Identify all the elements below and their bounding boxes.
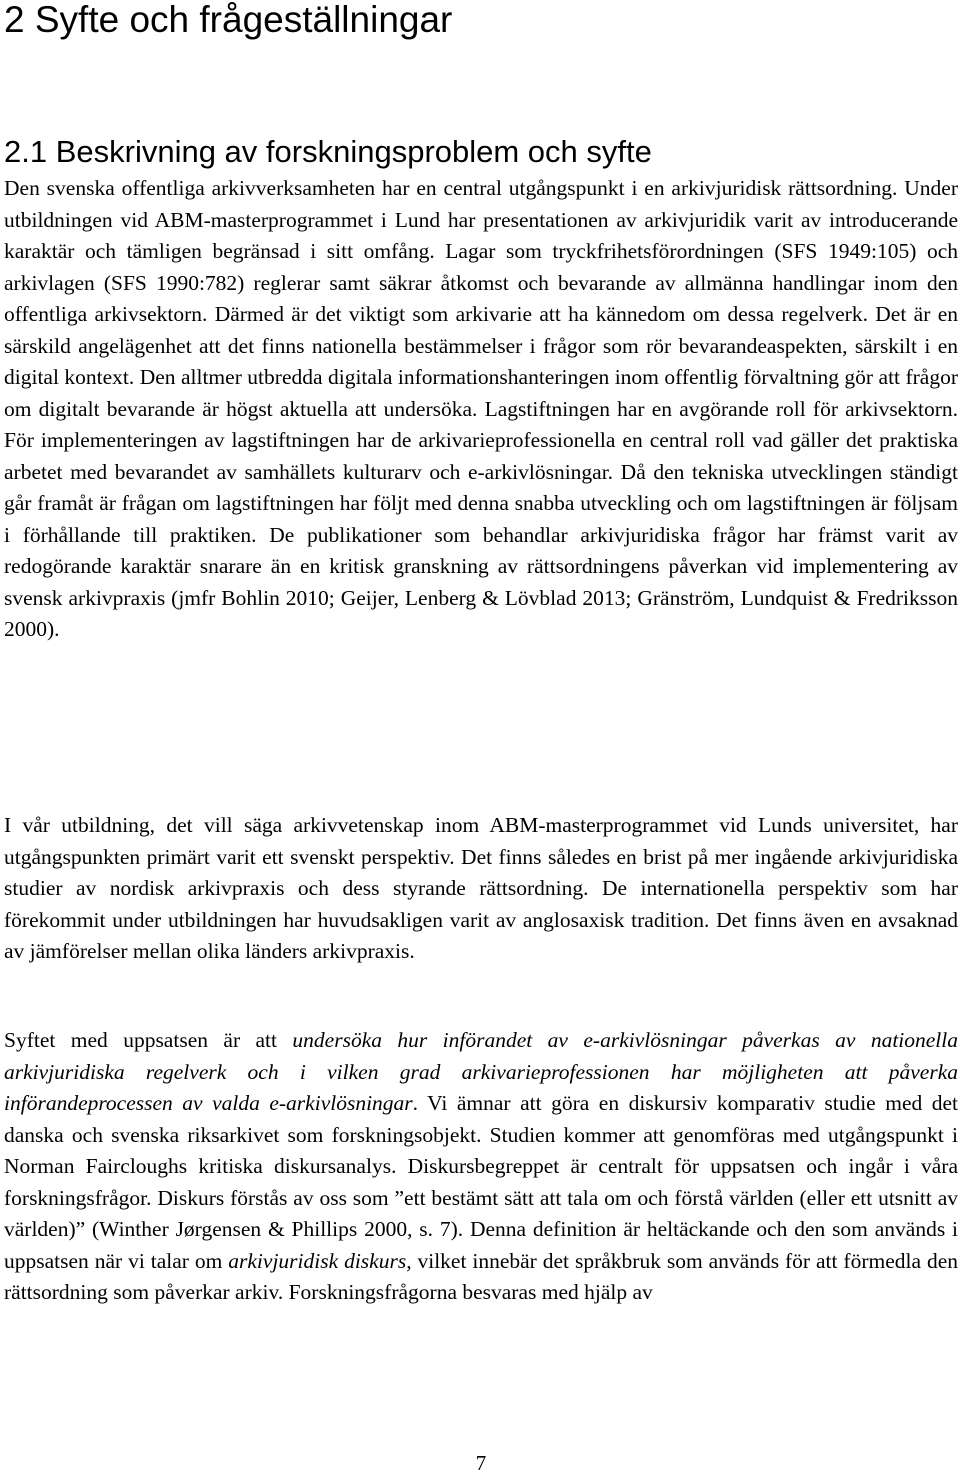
paragraph-3-text-2: . Vi ämnar att göra en diskursiv komparativ studie med det danska och svenska riksarkivet som forskningsobjekt. Studien kommer att genomföras med utgångspunkt i Norman Faircloughs kritiska diskursanalys. Diskursbegreppet är centralt för uppsatsen och ingår i våra forskningsfrågor. Diskurs förstås av oss som ”ett bestämt sätt att tala om och förstå världen (eller ett utsnitt av världen)” (Winther Jørgensen & Phillips 2000, s. 7). Denna definition är heltäckande och den som används i uppsatsen när vi talar om — [4, 1091, 959, 1273]
document-page — [4, 0, 958, 1480]
paragraph-2: I vår utbildning, det vill säga arkivvetenskap inom ABM-masterprogrammet vid Lunds universitet, har utgångspunkten primärt varit ett svenskt perspektiv. Det finns således en brist på mer ingående arkivjuridiska studier av nordisk arkivpraxis och dess styrande rättsordning. De internationella perspektiv som har förekommit under utbildningen har huvudsakligen varit av anglosaxisk tradition. Det finns även en avsaknad av jämförelser mellan olika länders arkivpraxis. — [4, 813, 958, 963]
paragraph-3 — [4, 1025, 958, 1309]
term-arkivjuridisk-diskurs: arkivjuridisk diskurs — [228, 1248, 407, 1273]
paragraph-3-text-1: Syftet med uppsatsen är att — [4, 1028, 293, 1052]
chapter-title: 2 Syfte och frågeställningar — [4, 0, 453, 40]
paragraph-3-text-3: , vilket innebär det språkbruk som används för att förmedla den rättsordning som påverkar arkiv. Forskningsfrågorna besvaras med hjälp av — [4, 1248, 958, 1304]
paragraph-1: Den svenska offentliga arkivverksamheten har en central utgångspunkt i en arkivjuridisk rättsordning. Under utbildningen vid ABM-masterprogrammet i Lund har presentationen av arkivjuridik varit av introducerande karaktär och tämligen begränsad i sitt omfång. Lagar som tryckfrihetsförordningen (SFS 1949:105) och arkivlagen (SFS 1990:782) reglerar samt säkrar åtkomst och bevarande av allmänna handlingar inom den offentliga arkivsektorn. Därmed är det viktigt som arkivarie att ha kännedom om dessa regelverk. Det är en särskild angelägenhet att det finns nationella bestämmelser i frågor som rör bevarandeaspekten, särskilt i en digital kontext. Den alltmer utbredda digitala informationshanteringen inom offentlig förvaltning gör att frågor om digitalt bevarande är högst aktuella att undersöka. Lagstiftningen har en avgörande roll för arkivsektorn. För implementeringen av lagstiftningen har de arkivarieprofessionella en central roll vad gäller det praktiska arbetet med bevarandet av samhällets kulturarv och e-arkivlösningar. Då den tekniska utvecklingen ständigt går framåt är frågan om lagstiftningen har följt med denna snabba utveckling och om lagstiftningen är följsam i förhållande till praktiken. De publikationer som behandlar arkivjuridiska frågor har främst varit av redogörande karaktär snarare än en kritisk granskning av rättsordningens påverkan vid implementering av svensk arkivpraxis (jmfr Bohlin 2010; Geijer, Lenberg & Lövblad 2013; Gränström, Lundquist & Fredriksson 2000). — [4, 176, 958, 641]
purpose-statement-italic: undersöka hur införandet av e-arkivlösningar påverkas av nationella arkivjuridiska regelverk och i vilken grad arkivarieprofessionen har möjligheten att påverka införandeprocessen av valda e-arkivlösningar — [4, 1028, 959, 1115]
section-title: 2.1 Beskrivning av forskningsproblem och syfte — [4, 134, 652, 169]
page-number: 7 — [475, 1451, 487, 1475]
